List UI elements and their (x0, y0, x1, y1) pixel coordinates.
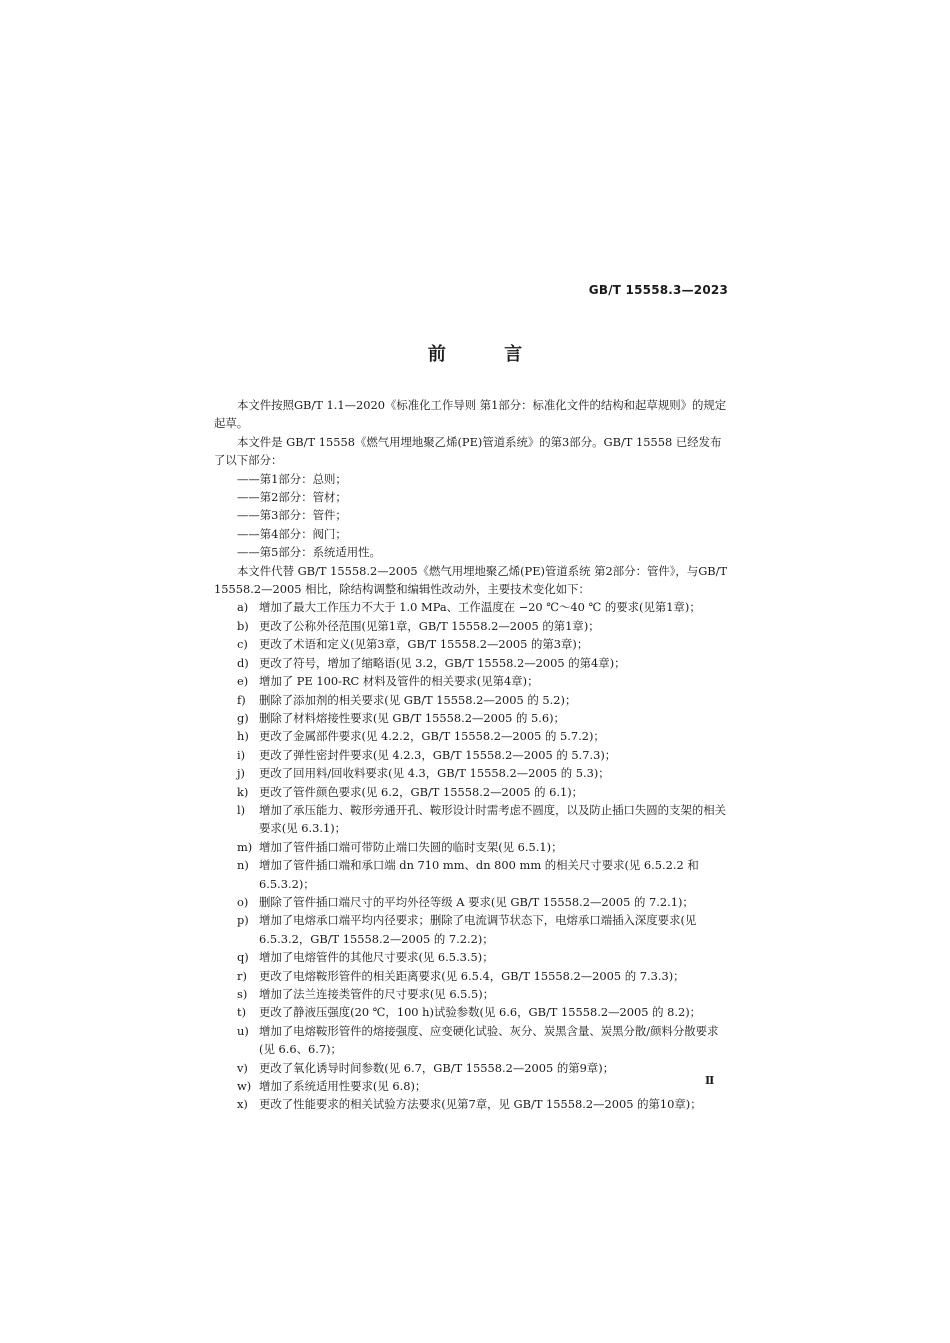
change-item (214, 911, 732, 948)
change-item (214, 783, 732, 801)
change-text: 更改了符号，增加了缩略语(见 3.2，GB/T 15558.2—2005 的第4章)； (259, 655, 626, 670)
parts-list (214, 470, 732, 562)
part-item: ——第2部分：管材； (237, 490, 347, 505)
part-item: ——第4部分：阀门； (237, 526, 347, 541)
change-text: 更改了性能要求的相关试验方法要求(见第7章，见 GB/T 15558.2—2005 的第10章)； (259, 1097, 702, 1112)
change-marker: v) (237, 1060, 248, 1075)
change-text: 增加了法兰连接类管件的尺寸要求(见 6.5.5)； (259, 987, 495, 1001)
change-item (214, 967, 732, 985)
change-marker: n) (237, 858, 249, 873)
change-marker: x) (237, 1097, 248, 1112)
change-item (214, 764, 732, 782)
change-marker: o) (237, 894, 249, 909)
change-marker: f) (237, 692, 246, 707)
change-item (214, 838, 732, 856)
change-text: 删除了添加剂的相关要求(见 GB/T 15558.2—2005 的 5.2)； (259, 692, 577, 707)
change-marker: h) (237, 729, 249, 744)
part-item: ——第3部分：管件； (237, 508, 347, 523)
change-marker: c) (237, 637, 248, 652)
change-text: 更改了静液压强度(20 ℃，100 h)试验参数(见 6.6，GB/T 15558.2—2005 的 8.2)； (259, 1005, 702, 1020)
change-item (214, 1059, 732, 1077)
change-item (214, 727, 732, 745)
change-marker: s) (237, 987, 248, 1001)
change-marker: t) (237, 1005, 247, 1020)
change-item (214, 635, 732, 653)
change-marker: a) (237, 600, 249, 615)
paragraph-drafting-rules: 本文件按照GB/T 1.1—2020《标准化工作导则 第1部分：标准化文件的结构和起草规则》的规定起草。 (214, 398, 727, 431)
paragraph-series-intro: 本文件是 GB/T 15558《燃气用埋地聚乙烯(PE)管道系统》的第3部分。GB/T 15558 已经发布了以下部分： (214, 434, 722, 468)
change-marker: e) (237, 674, 249, 689)
change-item (214, 746, 732, 764)
change-text: 更改了管件颜色要求(见 6.2，GB/T 15558.2—2005 的 6.1)； (259, 784, 584, 799)
change-text: 更改了氧化诱导时间参数(见 6.7，GB/T 15558.2—2005 的第9章)； (259, 1060, 615, 1075)
change-item (214, 985, 732, 1003)
change-text: 增加了电熔承口端平均内径要求；删除了电流调节状态下，电熔承口端插入深度要求(见 6.5.3.2，GB/T 15558.2—2005 的 7.2.2)； (259, 913, 697, 946)
change-text: 增加了系统适用性要求(见 6.8)； (259, 1079, 427, 1094)
document-body (214, 396, 732, 1114)
change-marker: k) (237, 784, 249, 799)
change-item (214, 893, 732, 911)
change-item (214, 598, 732, 616)
change-item (214, 654, 732, 672)
change-text: 增加了承压能力、鞍形旁通开孔、鞍形设计时需考虑不圆度，以及防止插口失圆的支架的相关要求(见 6.3.1)； (259, 802, 727, 836)
change-marker: q) (237, 950, 249, 965)
change-text: 更改了弹性密封件要求(见 4.2.3，GB/T 15558.2—2005 的 5.7.3)； (259, 747, 617, 762)
change-item (214, 617, 732, 635)
change-marker: p) (237, 913, 249, 928)
change-marker: u) (237, 1023, 249, 1038)
change-item (214, 672, 732, 690)
change-marker: j) (237, 766, 245, 781)
change-item (214, 1022, 732, 1059)
change-item (214, 801, 732, 838)
paragraph-replacement: 本文件代替 GB/T 15558.2—2005《燃气用埋地聚乙烯(PE)管道系统 第2部分：管件》，与GB/T 15558.2—2005 相比，除结构调整和编辑性改动外，主要技术变化如下： (214, 563, 728, 597)
change-text: 增加了电熔管件的其他尺寸要求(见 6.5.3.5)； (259, 950, 494, 965)
changes-list (214, 598, 732, 1113)
change-text: 更改了术语和定义(见第3章，GB/T 15558.2—2005 的第3章)； (259, 637, 589, 652)
change-marker: g) (237, 710, 249, 725)
change-marker: i) (237, 747, 246, 762)
change-marker: w) (237, 1079, 252, 1094)
change-text: 更改了电熔鞍形管件的相关距离要求(见 6.5.4，GB/T 15558.2—2005 的 7.3.3)； (259, 968, 685, 983)
change-marker: r) (237, 968, 247, 983)
change-item (214, 691, 732, 709)
change-marker: b) (237, 618, 249, 633)
change-text: 增加了 PE 100-RC 材料及管件的相关要求(见第4章)； (259, 674, 539, 689)
change-text: 删除了管件插口端尺寸的平均外径等级 A 要求(见 GB/T 15558.2—2005 的 7.2.1)； (259, 894, 694, 909)
change-item (214, 856, 732, 893)
change-item (214, 948, 732, 966)
page-number: Ⅱ (705, 1074, 715, 1087)
change-text: 删除了材料熔接性要求(见 GB/T 15558.2—2005 的 5.6)； (259, 710, 565, 725)
change-marker: m) (237, 839, 253, 854)
change-text: 增加了最大工作压力不大于 1.0 MPa、工作温度在 −20 ℃～40 ℃ 的要求(见第1章)； (259, 600, 701, 615)
change-text: 更改了回用料/回收料要求(见 4.3，GB/T 15558.2—2005 的 5.3)； (259, 766, 610, 781)
part-item: ——第1部分：总则； (237, 471, 347, 486)
change-marker: d) (237, 655, 249, 670)
change-item (214, 709, 732, 727)
change-text: 增加了电熔鞍形管件的熔接强度、应变硬化试验、灰分、炭黑含量、炭黑分散/颜料分散要求(见 6.6、6.7)； (259, 1023, 719, 1057)
change-marker: l) (237, 802, 246, 817)
page-title: 前 言 (427, 344, 549, 365)
change-item (214, 1003, 732, 1021)
change-text: 更改了公称外径范围(见第1章，GB/T 15558.2—2005 的第1章)； (259, 618, 600, 633)
document-code: GB/T 15558.3—2023 (588, 283, 728, 297)
change-text: 更改了金属部件要求(见 4.2.2，GB/T 15558.2—2005 的 5.7.2)； (259, 729, 605, 744)
change-text: 增加了管件插口端可带防止端口失圆的临时支架(见 6.5.1)； (259, 839, 563, 854)
change-item (214, 1077, 732, 1095)
change-item (214, 1095, 732, 1113)
change-text: 增加了管件插口端和承口端 dn 710 mm、dn 800 mm 的相关尺寸要求(见 6.5.2.2 和 6.5.3.2)； (259, 858, 699, 891)
part-item: ——第5部分：系统适用性。 (237, 545, 381, 560)
